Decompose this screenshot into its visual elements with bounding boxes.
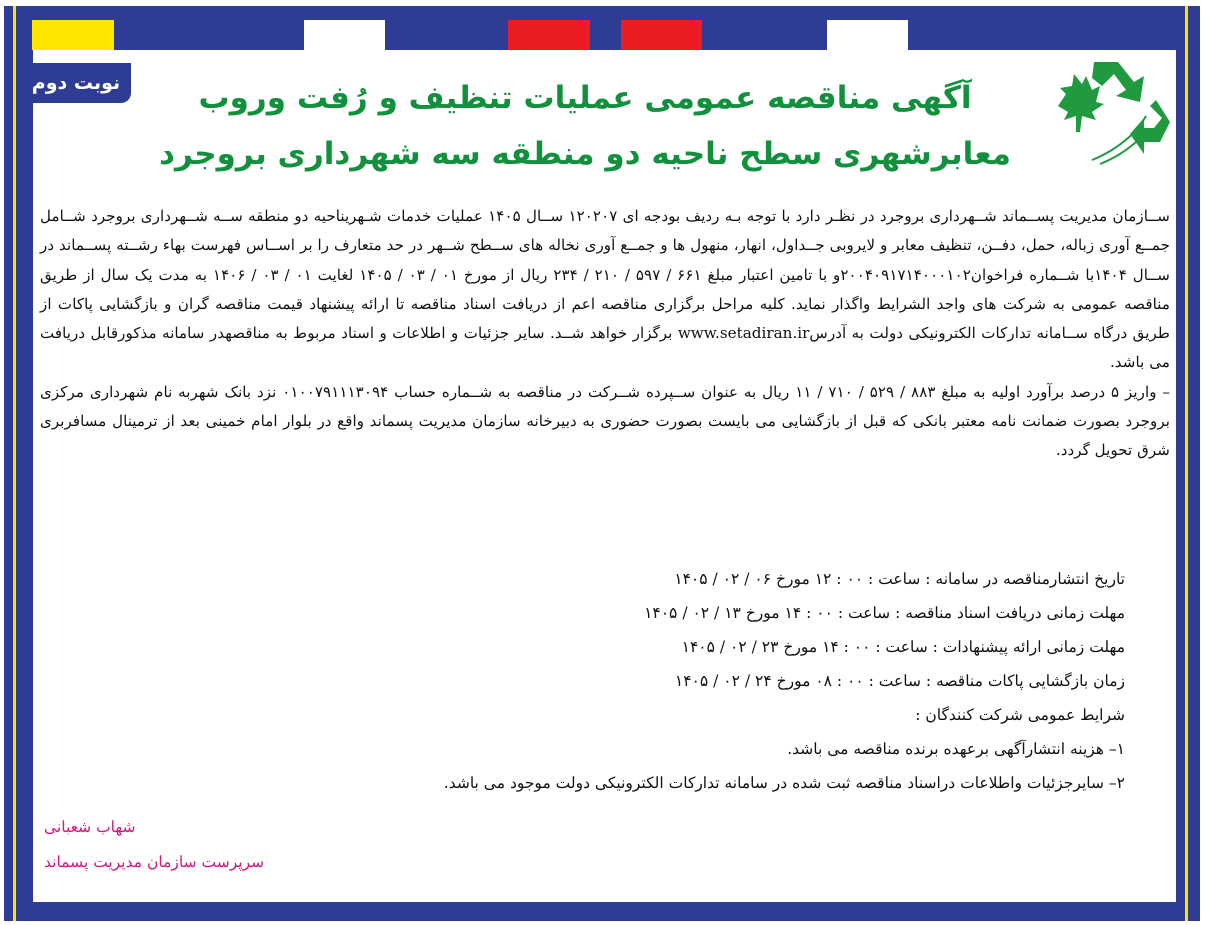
- top-color-block-yellow: [32, 20, 114, 50]
- frame-stripe-right: [1185, 6, 1188, 921]
- condition-item: ۱– هزینه انتشارآگهی برعهده برنده مناقصه می باشد.: [787, 740, 1125, 758]
- paragraph-deposit: – واریز ۵ درصد برآورد اولیه به مبلغ ۸۸۳ / ۵۲۹ / ۷۱۰ / ۱۱ ریال به عنوان ســپرده شــرکت در مناقصه به شــماره حساب ۰۱۰۰۷۹۱۱۱۳۰۹۴ نزد بانک شهربه نام شهرداری مرکزی بروجرد بصورت ضمانت نامه معتبر بانکی که قبل از بازگشایی می بایست بصورت حضوری به دبیرخانه سازمان مدیریت پسماند واقع در بلوار امام خمینی بعد از ترمینال مسافربری شرق تحویل گردد.: [40, 382, 1170, 460]
- ad-title-line-1: آگهی مناقصه عمومی عملیات تنظیف و رُفت وروب: [198, 80, 972, 116]
- top-color-block-red: [508, 20, 590, 50]
- schedule-offer-deadline: مهلت زمانی ارائه پیشنهادات : ساعت : ۰۰ : ۱۴ مورخ ۲۳ / ۰۲ / ۱۴۰۵: [681, 638, 1125, 656]
- frame-stripe-left: [13, 6, 16, 921]
- recycle-maple-leaf-logo: [1052, 56, 1176, 168]
- top-color-block-white: [304, 20, 385, 50]
- insertion-badge: نوبت دوم: [21, 63, 131, 103]
- condition-item: ۲– سایرجزئیات واطلاعات دراسناد مناقصه ثبت شده در سامانه تدارکات الکترونیکی دولت موجود می باشد.: [443, 774, 1125, 792]
- signature-title: سرپرست سازمان مدیریت پسماند: [44, 853, 265, 871]
- schedule-opening-date: زمان بازگشایی پاکات مناقصه : ساعت : ۰۰ : ۰۸ مورخ ۲۴ / ۰۲ / ۱۴۰۵: [674, 672, 1125, 690]
- conditions-heading: شرایط عمومی شرکت کنندگان :: [915, 706, 1125, 724]
- schedule-publish-date: تاریخ انتشارمناقصه در سامانه : ساعت : ۰۰ : ۱۲ مورخ ۰۶ / ۰۲ / ۱۴۰۵: [674, 570, 1125, 588]
- top-color-block-white-2: [827, 20, 908, 50]
- paragraph-tender-description: ســازمان مدیریت پســماند شــهرداری بروجرد در نظـر دارد با توجه بـه ردیف بودجه ای ۱۲۰۲۰۷ ســال ۱۴۰۵ عملیات خدمات شـهریناحیه دو منطقه ســه شــهرداری بروجرد شــامل جمــع آوری زباله، حمل، دفــن، تنظیف معابر و لایروبی جــداول، انهار، منهول ها و جمــع آوری نخاله های ســطح شــهر در حد متعارف را بر اســاس فهرست بهاء رشــته پســماند در ســال ۱۴۰۴با شــماره فراخوان۲۰۰۴۰۹۱۷۱۴۰۰۰۱۰۲و با تامین اعتبار مبلغ ۶۶۱ / ۵۹۷ / ۲۱۰ / ۲۳۴ ریال از مورخ ۰۱ / ۰۳ / ۱۴۰۵ لغایت ۰۱ / ۰۳ / ۱۴۰۶ به مدت یک سال از طریق مناقصه عمومی به شرکت های واجد الشرایط واگذار نماید. کلیه مراحل برگزاری مناقصه اعم از دریافت اسناد مناقصه تا ارائه پیشنهاد قیمت مناقصه گران و بازگشایی پاکات از طریق درگاه ســامانه تدارکات الکترونیکی دولت به آدرسwww.setadiran.ir برگزار خواهد شــد. سایر جزئیات و اطلاعات و اسناد مربوط به مناقصهدر سامانه مذکورقابل دریافت می باشد.: [40, 207, 1170, 372]
- schedule-document-deadline: مهلت زمانی دریافت اسناد مناقصه : ساعت : ۰۰ : ۱۴ مورخ ۱۳ / ۰۲ / ۱۴۰۵: [644, 604, 1125, 622]
- recycle-icon: [1052, 56, 1176, 168]
- signature-name: شهاب شعبانی: [44, 818, 136, 836]
- schedule-list: [40, 562, 1125, 800]
- ad-title-line-2: معابرشهری سطح ناحیه دو منطقه سه شهرداری بروجرد: [159, 136, 1011, 172]
- ad-body: [40, 202, 1170, 466]
- top-color-block-red-2: [621, 20, 702, 50]
